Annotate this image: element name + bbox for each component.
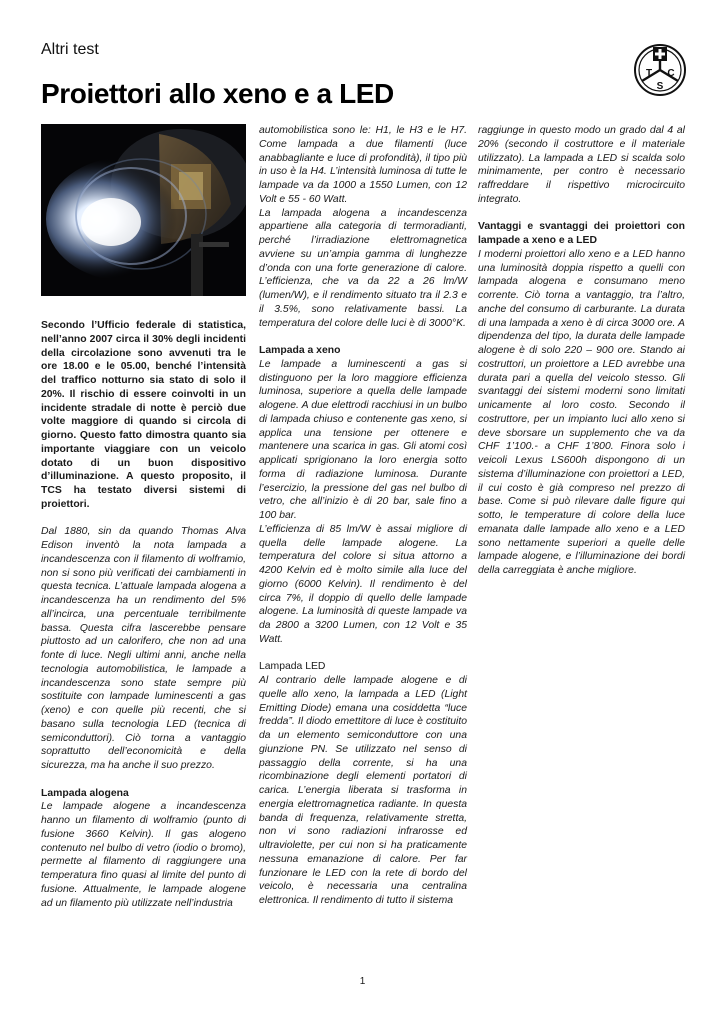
column-1-continued xyxy=(41,800,246,912)
logo-letter-c: C xyxy=(667,68,675,79)
heading-lampada-alogena: Lampada alogena xyxy=(41,787,129,799)
logo-letter-s: S xyxy=(656,81,664,92)
body-paragraph-alogena-2: La lampada alogena a incandescenza appartiene alla categoria di termoradianti, perché l’irradiazione elettromagnetica avviene su un’ampia gamma di lunghezze d’onda con una forte generazione di calore. L’efficienza, che va da 22 a 26 lm/W (lumen/W), e il rendimento situato tra il 2.3 e il 3.5%, sono relativamente bassi. La temperatura del colore delle luci è di 3000°K. xyxy=(259,207,467,329)
headlight-image xyxy=(41,124,246,296)
logo-letter-t: T xyxy=(645,68,653,79)
body-paragraph-xeno: Le lampade a luminescenti a gas si distinguono per la loro maggiore efficienza luminosa, superiore a quella delle lampade alogene. A due elettrodi racchiusi in un bulbo di lampada chiuso e contenente gas xeno, si applica una tensione per ottenere e mantenere una scarica in gas. Gli atomi così applicati sprigionano la loro energia sotto forma di radiazione luminosa. Durante l’esercizio, la pressione del gas nel bulbo di vetro, che all’inizio è di 20 bar, sale fino a 100 bar. xyxy=(259,358,467,521)
column-1 xyxy=(41,319,246,800)
tcs-logo-icon xyxy=(634,44,686,96)
alogena-continuation-placeholder: automobilistica sono le: H1, le H3 e le H7. Come lampada a due filamenti (luce anabbagliante e luce di profondità), il tipo più in uso è la H4. L’intensità luminosa di tutte le lampade va da 1000 a 1550 Lumen, con 12 Volt e 55 - 60 Watt. xyxy=(259,125,467,205)
section-label: Altri test xyxy=(41,41,99,58)
body-paragraph-led: Al contrario delle lampade alogene e di quelle allo xeno, la lampada a LED (Light Emitting Diode) emana una cosiddetta “luce fredda”. Il diodo emettitore di luce è costituito da un elemento semiconduttore con una giunzione PN. Se utilizzato nel senso di passaggio della corrente, si ha una ricombinazione degli elementi portatori di carica. L’energia liberata si trasforma in energia elettromagnetica radiante. In questa banda di frequenza, relativamente stretta, non vi sono radiazioni infrarosse ed ultraviolette, per cui non si ha praticamente nessuna emanazione di calore. Per far funzionare le LED con la rete di bordo del veicolo, è necessaria una centralina elettronica. Il rendimento di tutto il sistema xyxy=(259,675,467,906)
intro-paragraph: Secondo l’Ufficio federale di statistica, nell’anno 2007 circa il 30% degli incidenti della circolazione sono avvenuti tra le ore 18.00 e le 05.00, benché l’intensità del traffico notturno sia stato di solo il 20%. Il rischio di essere coinvolti in un incidente stradale di notte è perciò due volte maggiore di quando si circola di giorno. Questo fatto dimostra quanto sia importante viaggiare con un veicolo dotato di un buon dispositivo d’illuminazione. A questo proposito, il TCS ha testato diversi sistemi di proiettori. xyxy=(41,320,246,510)
heading-lampada-xeno: Lampada a xeno xyxy=(259,345,341,356)
heading-vantaggi-svantaggi: Vantaggi e svantaggi dei proiettori con lampade a xeno e a LED xyxy=(478,221,685,246)
heading-lampada-led: Lampada LED xyxy=(259,661,326,673)
headlight-photo xyxy=(41,124,246,296)
page-number: 1 xyxy=(359,976,366,987)
body-paragraph-alogena: Le lampade alogene a incandescenza hanno un filamento di wolframio (punto di fusione 3660 Kelvin). Il gas alogeno contenuto nel bulbo di vetro (iodio o bromo), permette al filamento di raggiungere una temperatura fino quasi al limite del punto di fusione. Attualmente, le lampade alogene ad un filamento più utilizzate nell’industria xyxy=(41,801,246,909)
led-continuation-placeholder: raggiunge in questo modo un grado dal 4 al 20% (secondo il costruttore e il materiale utilizzato). La lampada a LED si scalda solo minimamente, per contro è necessario raffreddare il rispettivo microcircuito integrato. xyxy=(478,125,685,205)
column-2-content xyxy=(259,124,467,908)
body-paragraph-vantaggi: I moderni proiettori allo xeno e a LED hanno una luminosità doppia rispetto a quelli con lampada alogena e consumano meno corrente. Ciò torna a vantaggio, tra l’altro, anche del consumo di carburante. La durata di una lampada a xeno è di circa 3000 ore. A dipendenza del tipo, la durata delle lampade alogene è di solo 220 – 900 ore. Stando ai costruttori, un proiettore a LED avrebbe una durata pari a quella del veicolo stesso. Gli svantaggi dei sistemi moderni sono limitati unicamente al loro costo. Secondo il costruttore, per un impianto luci allo xeno si deve sborsare un supplemento che va da CHF 1’100.- a CHF 1’800. Finora solo i veicoli Lexus LS600h dispongono di un sistema d’illuminazione con proiettori a LED, il cui costo è già compreso nel prezzo di base. Come si può rilevare dalle figure qui sotto, le temperature di colore della luce emanata dalle lampade allo xeno e a LED sono nettamente superiori a quelle delle lampade alogene, e l’illuminazione dei bordi della carreggiata è anche migliore. xyxy=(478,248,685,576)
body-paragraph-history: Dal 1880, sin da quando Thomas Alva Edison inventò la nota lampada a incandescenza con il filamento di wolframio, non si sono più verificati dei cambiamenti in questa tecnica. L’attuale lampada alogena a incandescenza ha un rendimento del 5% all’incirca, una percentuale terribilmente bassa. Questa cifra lascerebbe pensare piuttosto ad un calorifero, che non ad una fonte di luce. Negli ultimi anni, anche nella tecnologia automobilistica, le lampade a incandescenza sono state sempre più sostituite con lampade luminescenti a gas (xeno) e con quelle più recenti, che si basano sulla tecnologia LED (tecnica di semiconduttori). Ciò torna a vantaggio soprattutto dell’economicità e della sicurezza, ma ha anche il suo prezzo. xyxy=(41,526,246,771)
page-title: Proiettori allo xeno e a LED xyxy=(41,78,394,109)
body-paragraph-xeno-2: L’efficienza di 85 lm/W è assai migliore di quella delle lampade alogene. La temperatura del colore si situa attorno a 4200 Kelvin ed è molto simile alla luce del giorno (6000 Kelvin). Il rendimento è del circa 7%, il doppio di quello delle lampade alogene. La luminosità di queste lampade va da 2800 a 3200 Lumen, con 12 Volt e 35 Watt. xyxy=(259,523,467,645)
column-3 xyxy=(478,124,685,578)
